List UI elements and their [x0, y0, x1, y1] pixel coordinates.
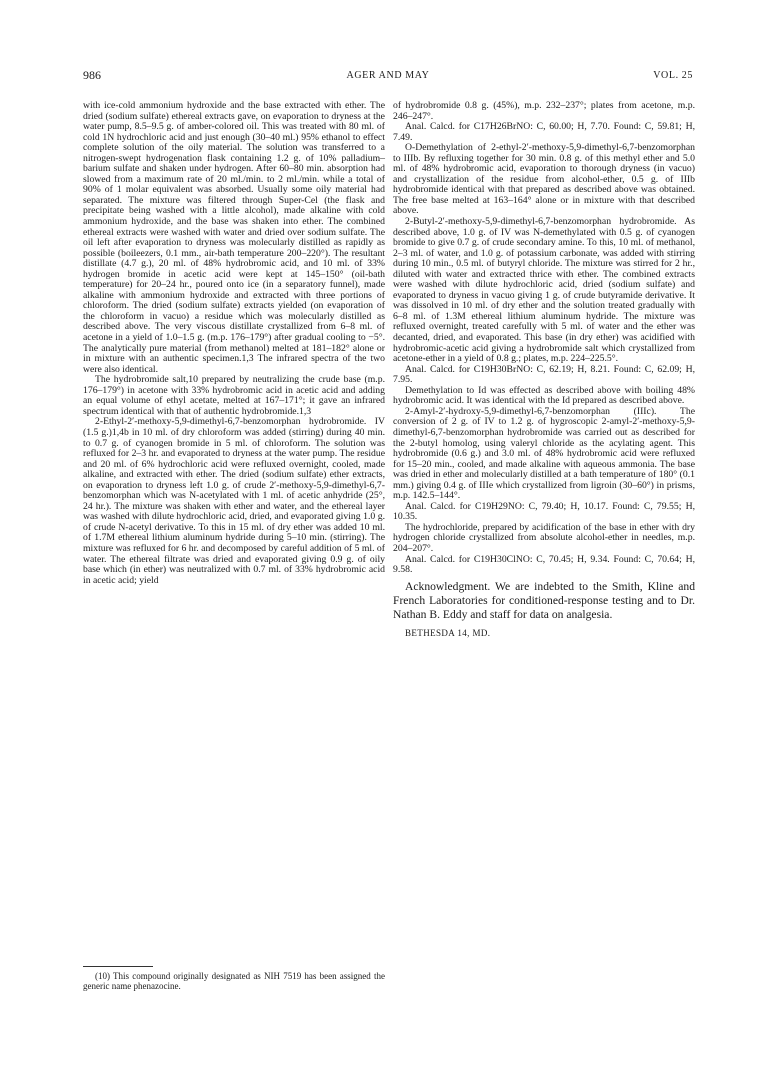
paragraph: 2-Amyl-2′-hydroxy-5,9-dimethyl-6,7-benzomorphan (IIIc). The conversion of 2 g. of IV to 1.2 g. of hygroscopic 2-amyl-2′-methoxy-5,9-dimethyl-6,7-benzomorphan hydrobromide was carried out as described for the 2-butyl homolog, using valeryl chloride as the acylating agent. This hydrobromide (0.6 g.) and 3.0 ml. of 48% hydrobromic acid were refluxed for 15–20 min., cooled, and made alkaline with aqueous ammonia. The base was dried in ether and molecularly distilled at a bath temperature of 180° (0.1 mm.) giving 0.4 g. of IIIe which crystallized from ligroin (30–60°) in prisms, m.p. 142.5–144°. — [393, 405, 695, 502]
paragraph: Anal. Calcd. for C19H29NO: C, 79.40; H, 10.17. Found: C, 79.55; H, 10.35. — [393, 500, 695, 523]
paragraph: of hydrobromide 0.8 g. (45%), m.p. 232–237°; plates from acetone, m.p. 246–247°. — [393, 100, 695, 122]
paragraph: Anal. Calcd. for C19H30ClNO: C, 70.45; H, 9.34. Found: C, 70.64; H, 9.58. — [393, 553, 695, 576]
paragraph: Anal. Calcd. for C19H30BrNO: C, 62.19; H, 8.21. Found: C, 62.09; H, 7.95. — [393, 363, 695, 386]
paragraph: with ice-cold ammonium hydroxide and the base extracted with ether. The dried (sodium sulfate) ethereal extracts gave, on evaporation to dryness at the water pump, 8.5–9.5 g. of amber-colored oil. This was treated with 80 ml. of cold 1N hydrochloric acid and just enough (30–40 ml.) 95% ethanol to effect complete solution of the oily material. The solution was transferred to a nitrogen-swept hydrogenation flask containing 1.2 g. of 10% palladium–barium sulfate and shaken under hydrogen. After 60–80 min. absorption had slowed from a maximum rate of 20 ml./min. to 2 ml./min. while a total of 90% of 1 molar equivalent was absorbed. Usually some oily material had separated. The mixture was filtered through Super-Cel (the flask and precipitate being washed with a little alcohol), made alkaline with cold ammonium hydroxide, and the base was shaken into ether. The combined ethereal extracts were washed with water and dried over sodium sulfate. The oil left after evaporation to dryness was molecularly distilled as rapidly as possible (boileezers, 0.1 mm., air-bath temperature 200–220°). The resultant distillate (4.7 g.), 20 ml. of 48% hydrobromic acid, and 10 ml. of 33% hydrogen bromide in acetic acid were kept at 145–150° (oil-bath temperature) for 20–24 hr., poured onto ice (in a separatory funnel), made alkaline with ammonium hydroxide and extracted with three portions of chloroform. The dried (sodium sulfate) extracts yielded (on evaporation of the chloroform in vacuo) a residue which was molecularly distilled as described above. The very viscous distillate crystallized from 6–8 ml. of acetone in a yield of 1.0–1.5 g. (m.p. 176–179°) after gradual cooling to −5°. The analytically pure material (from methanol) melted at 181–182° alone or in mixture with an authentic specimen.1,3 The infrared spectra of the two were also identical. — [83, 100, 385, 375]
footnote — [83, 971, 385, 991]
page-header — [83, 70, 693, 84]
paragraph: 2-Butyl-2′-methoxy-5,9-dimethyl-6,7-benzomorphan hydrobromide. As described above, 1.0 g. of IV was N-demethylated with 0.5 g. of cyanogen bromide to give 0.7 g. of crude secondary amine. To this, 10 ml. of methanol, 2–3 ml. of water, and 1.0 g. of potassium carbonate, was added with stirring during 10 min., 0.5 ml. of butyryl chloride. The mixture was stirred for 2 hr., diluted with water and extracted thrice with ether. The combined extracts were washed with dilute hydrochloric acid, dried (sodium sulfate) and evaporated to dryness in vacuo giving 1 g. of crude butyramide derivative. It was dissolved in 10 ml. of dry ether and the solution treated gradually with 6–8 ml. of 1.3M ethereal lithium aluminum hydride. The mixture was refluxed overnight, treated carefully with 5 ml. of water and the ether was decanted, dried, and evaporated. This base (in dry ether) was acidified with hydrobromic-acetic acid giving a hydrobromide salt which crystallized from acetone-ether in a yield of 0.8 g.; plates, m.p. 224–225.5°. — [393, 216, 695, 365]
paragraph: Demethylation to Id was effected as described above with boiling 48% hydrobromic acid. It was identical with the Id prepared as described above. — [393, 384, 695, 407]
volume-label: VOL. 25 — [653, 70, 693, 81]
paragraph: O-Demethylation of 2-ethyl-2′-methoxy-5,9-dimethyl-6,7-benzomorphan to IIIb. By refluxing together for 30 min. 0.8 g. of this methyl ether and 5.0 ml. of 48% hydrobromic acid, evaporation to thorough dryness (in vacuo) and crystallization of the residue from alcohol-ether, 0.5 g. of IIIb hydrobromide identical with that prepared as described above was obtained. The free base melted at 163–164° alone or in mixture with that described above. — [393, 142, 695, 217]
left-column — [83, 101, 385, 586]
paragraph: Anal. Calcd. for C17H26BrNO: C, 60.00; H, 7.70. Found: C, 59.81; H, 7.49. — [393, 121, 695, 143]
paragraph: The hydrobromide salt,10 prepared by neutralizing the crude base (m.p. 176–179°) in acetone with 33% hydrobromic acid in acetic acid and adding an equal volume of ethyl acetate, melted at 167–171°; it gave an infrared spectrum identical with that of authentic hydrobromide.1,3 — [83, 374, 385, 417]
right-column — [393, 101, 695, 638]
footnote-rule — [83, 966, 153, 967]
page-number: 986 — [83, 68, 101, 82]
paragraph: The hydrochloride, prepared by acidification of the base in ether with dry hydrogen chloride crystallized from absolute alcohol-ether in needles, m.p. 204–207°. — [393, 521, 695, 554]
acknowledgment: Acknowledgment. We are indebted to the Smith, Kline and French Laboratories for conditioned-response testing and to Dr. Nathan B. Eddy and staff for data on analgesia. — [393, 579, 695, 621]
footnote-text: (10) This compound originally designated as NIH 7519 has been assigned the generic name phenazocine. — [83, 971, 385, 992]
location-line: BETHESDA 14, MD. — [405, 627, 491, 638]
paragraph: 2-Ethyl-2′-methoxy-5,9-dimethyl-6,7-benzomorphan hydrobromide. IV (1.5 g.)1,4b in 10 ml. of dry chloroform was added (stirring) during 40 min. to 0.7 g. of cyanogen bromide in 5 ml. of chloroform. The solution was refluxed for 2–3 hr. and evaporated to dryness at the water pump. The residue and 20 ml. of 6% hydrochloric acid were refluxed overnight, cooled, made alkaline, and extracted with ether. The dried (sodium sulfate) ether extracts, on evaporation to dryness left 1.0 g. of crude 2′-methoxy-5,9-dimethyl-6,7-benzomorphan which was N-acetylated with 1 ml. of acetic anhydride (25°, 24 hr.). The mixture was shaken with ether and water, and the ethereal layer was washed with dilute hydrochloric acid, dried, and evaporated giving 1.0 g. of crude N-acetyl derivative. To this in 15 ml. of dry ether was added 10 ml. of 1.7M ethereal lithium aluminum hydride during 5–10 min. (stirring). The mixture was refluxed for 6 hr. and decomposed by careful addition of 5 ml. of water. The ethereal filtrate was dried and evaporated giving 0.9 g. of oily base which (in ether) was neutralized with 0.7 ml. of 33% hydrobromic acid in acetic acid; yield — [83, 416, 385, 586]
running-head: AGER AND MAY — [346, 70, 430, 81]
